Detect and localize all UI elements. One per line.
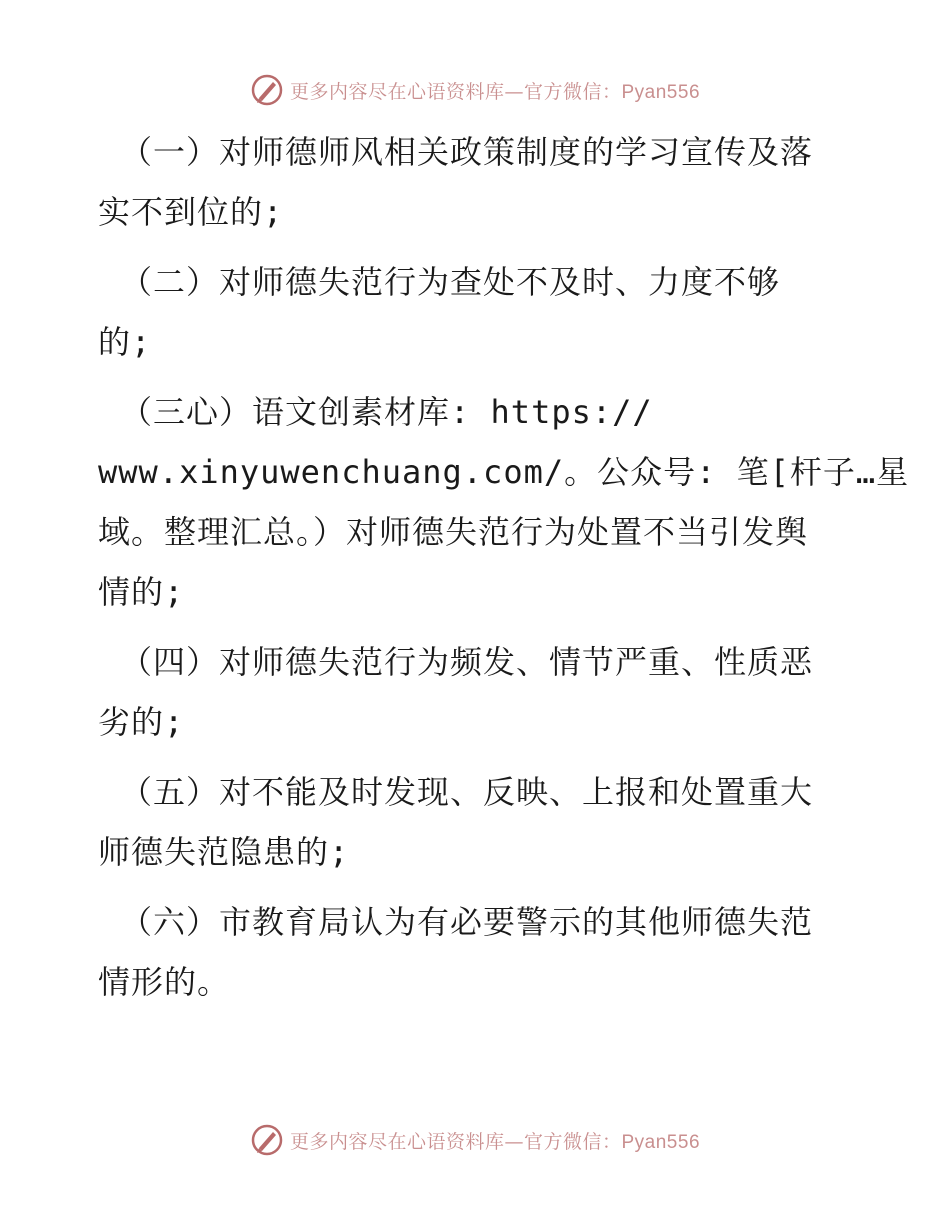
pen-logo-icon <box>250 73 284 107</box>
paragraph-line: （四）对师德失范行为频发、情节严重、性质恶 <box>120 643 814 681</box>
paragraph-line: 域。整理汇总。）对师德失范行为处置不当引发舆 <box>98 513 809 551</box>
paragraph-3 <box>98 382 910 622</box>
paragraph-line: 情的; <box>98 573 185 611</box>
footer-banner <box>0 1120 950 1160</box>
paragraph-1 <box>98 122 858 242</box>
paragraph-line: www.xinyuwenchuang.com/。公众号: 笔[杆子…星 <box>98 453 910 491</box>
paragraph-line: 实不到位的; <box>98 193 284 231</box>
header-banner-label: 更多内容尽在心语资料库—官方微信： <box>289 80 622 103</box>
paragraph-line: （一）对师德师风相关政策制度的学习宣传及落 <box>120 133 814 171</box>
paragraph-line: （五）对不能及时发现、反映、上报和处置重大 <box>120 773 814 811</box>
header-banner <box>0 70 950 110</box>
paragraph-line: 的; <box>98 323 152 361</box>
paragraph-5 <box>98 762 858 882</box>
paragraph-line: （六）市教育局认为有必要警示的其他师德失范 <box>120 903 814 941</box>
paragraph-4 <box>98 632 858 752</box>
paragraph-2 <box>98 252 858 372</box>
paragraph-line: 师德失范隐患的; <box>98 833 350 871</box>
footer-banner-text <box>290 1127 700 1154</box>
header-banner-text <box>290 77 700 104</box>
paragraph-line: 情形的。 <box>98 963 231 1001</box>
paragraph-line: （二）对师德失范行为查处不及时、力度不够 <box>120 263 781 301</box>
document-body <box>98 122 910 1022</box>
paragraph-line: （三心）语文创素材库: https:// <box>120 393 653 431</box>
header-wechat-id: Pyan556 <box>621 81 701 103</box>
paragraph-6 <box>98 892 858 1012</box>
footer-wechat-id: Pyan556 <box>621 1131 701 1153</box>
pen-logo-icon <box>250 1123 284 1157</box>
footer-banner-label: 更多内容尽在心语资料库—官方微信： <box>289 1130 622 1153</box>
paragraph-line: 劣的; <box>98 703 185 741</box>
